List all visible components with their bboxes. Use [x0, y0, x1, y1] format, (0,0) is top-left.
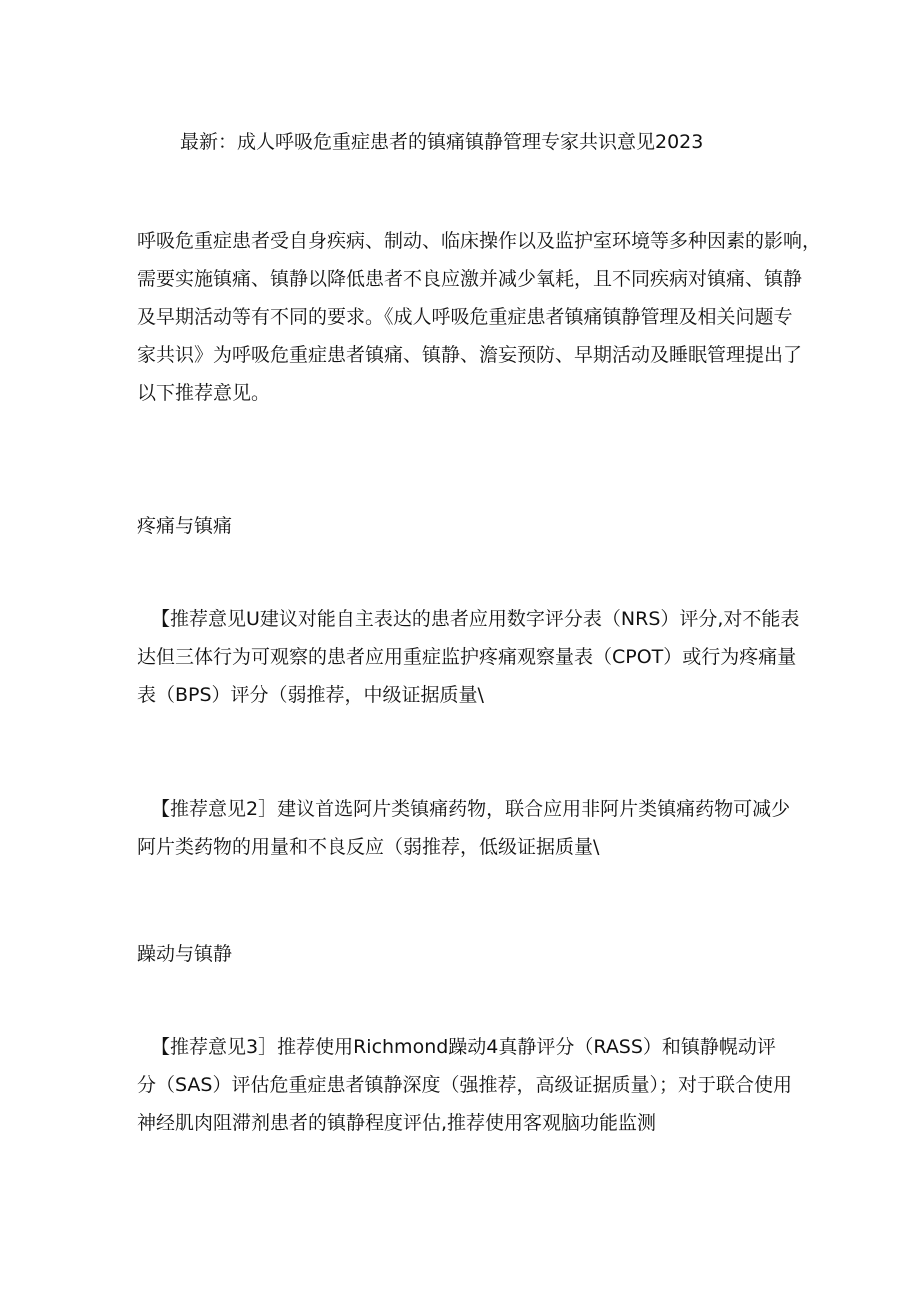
- recommendation-3: [137, 1028, 811, 1142]
- intro-line: 呼吸危重症患者受自身疾病、制动、临床操作以及监护室环境等多种因素的影响，: [137, 230, 822, 252]
- rec2-line: 【推荐意见2］建议首选阿片类镇痛药物，联合应用非阿片类镇痛药物可减少: [151, 798, 791, 820]
- rec3-line: 分（SAS）评估危重症患者镇静深度（强推荐，高级证据质量）；对于联合使用: [137, 1074, 792, 1096]
- rec1-line: 【推荐意见U建议对能自主表达的患者应用数字评分表（NRS）评分,对不能表: [151, 608, 800, 630]
- rec2-line: 阿片类药物的用量和不良反应（弱推荐，低级证据质量\: [137, 836, 600, 858]
- recommendation-1: [137, 600, 811, 714]
- intro-paragraph: [137, 222, 822, 412]
- document-title: 最新：成人呼吸危重症患者的镇痛镇静管理专家共识意见2023: [180, 131, 704, 153]
- section-heading-pain: 疼痛与镇痛: [137, 515, 233, 537]
- rec3-line: 神经肌肉阻滞剂患者的镇静程度评估,推荐使用客观脑功能监测: [137, 1112, 657, 1134]
- rec1-line: 达但三体行为可观察的患者应用重症监护疼痛观察量表（CPOT）或行为疼痛量: [137, 646, 797, 668]
- recommendation-2: [137, 790, 811, 866]
- rec3-line: 【推荐意见3］推荐使用Richmond躁动4真静评分（RASS）和镇静幌动评: [151, 1036, 776, 1058]
- intro-line: 家共识》为呼吸危重症患者镇痛、镇静、澹妄预防、早期活动及睡眠管理提出了: [137, 344, 803, 366]
- intro-line: 及早期活动等有不同的要求。《成人呼吸危重症患者镇痛镇静管理及相关问题专: [137, 306, 793, 328]
- rec1-line: 表（BPS）评分（弱推荐，中级证据质量\: [137, 684, 484, 706]
- section-heading-sedation: 躁动与镇静: [137, 943, 233, 965]
- intro-line: 需要实施镇痛、镇静以降低患者不良应激并减少氧耗，且不同疾病对镇痛、镇静: [137, 268, 803, 290]
- intro-line: 以下推荐意见。: [137, 382, 271, 404]
